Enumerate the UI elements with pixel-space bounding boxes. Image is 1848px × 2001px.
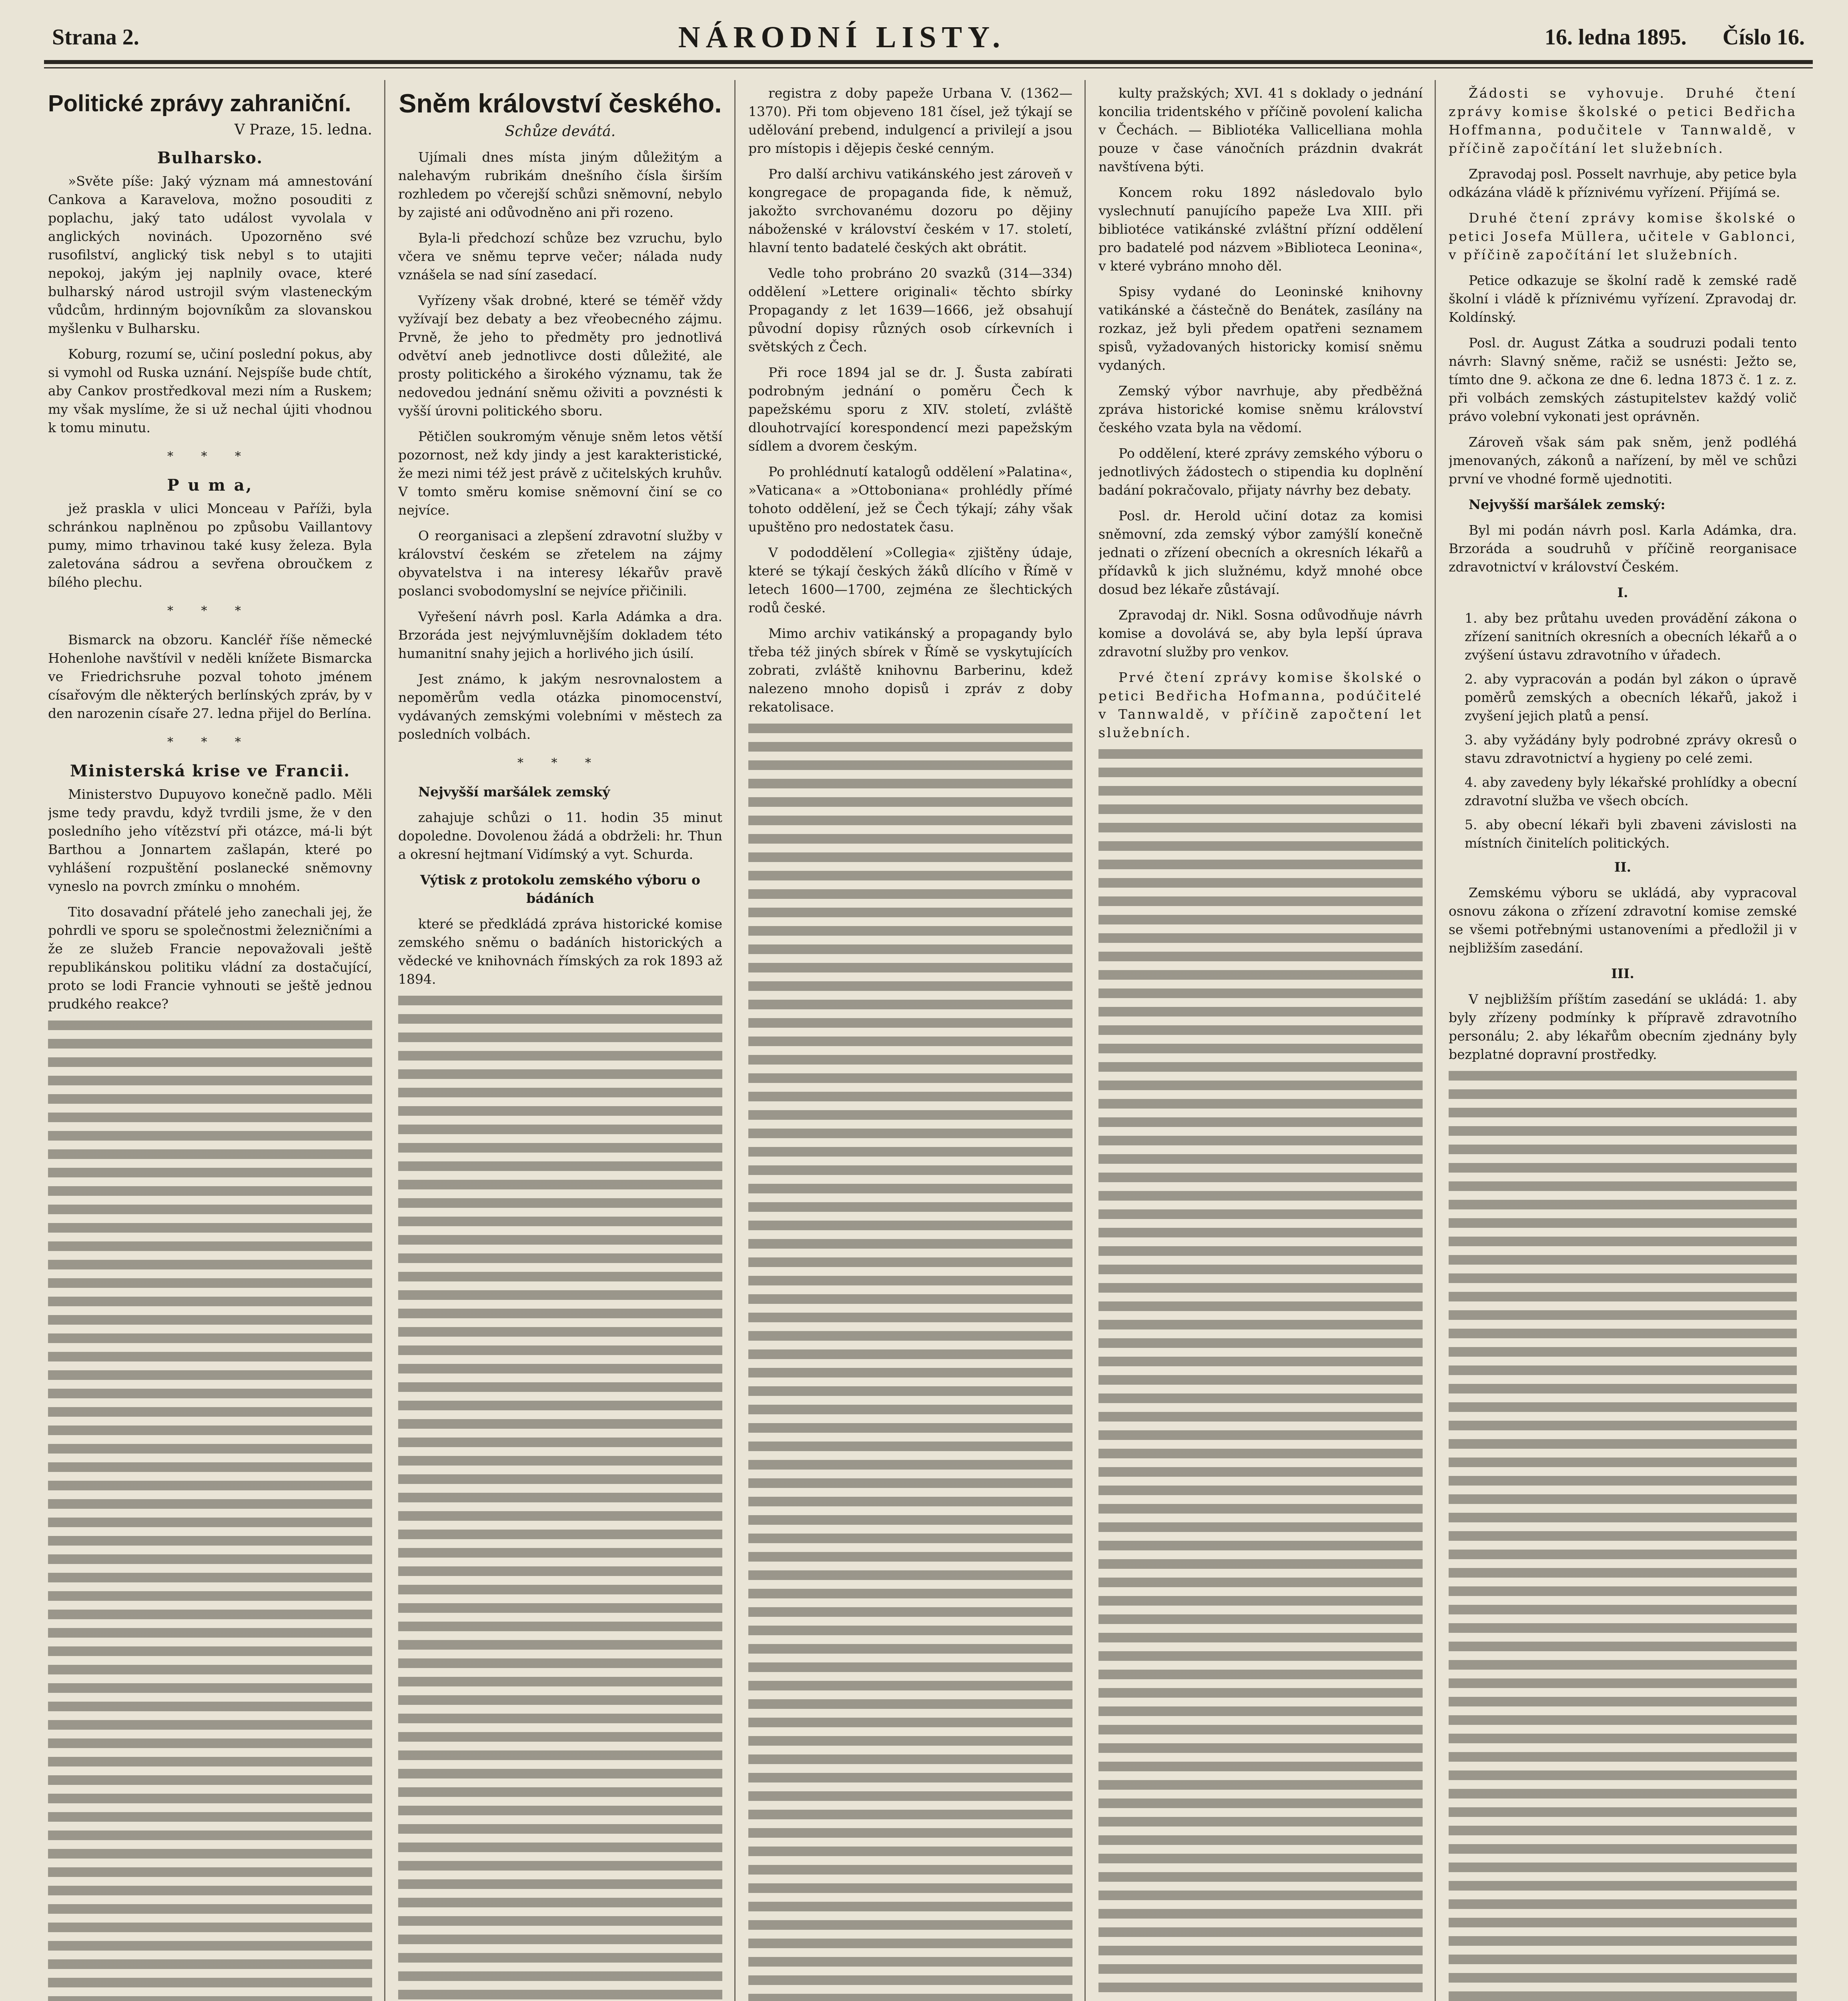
- text-lines: [1098, 749, 1423, 2001]
- paragraph: Po oddělení, které zprávy zemského výboru o jednotlivých žádostech o stipendia ku doplnění badání pokračovalo, přijaty návrhy bez debaty.: [1098, 445, 1423, 498]
- list-item: 3. aby vyžádány byly podrobné zprávy okresů o stavu zdravotnictví a hygieny po celé zemi.: [1465, 732, 1797, 766]
- paragraph: Byla-li předchozí schůze bez vzruchu, bylo včera ve sněmu teprve večer; nálada nudy vznášela se nad síní zasedací.: [398, 230, 722, 283]
- heading-bulharsko: Bulharsko.: [157, 148, 263, 167]
- masthead: [52, 19, 1805, 55]
- issue-number: Číslo 16.: [1722, 25, 1805, 50]
- separator: * * *: [517, 756, 603, 770]
- newspaper-title: NÁRODNÍ LISTY.: [678, 20, 1006, 54]
- list-item: 1. aby bez průtahu uveden provádění zákona o zřízení sanitních okresních a obecních lékařů a o zvýšení ústavu zdravotního v úřadech.: [1465, 610, 1797, 663]
- paragraph: Pětičlen soukromým věnuje sněm letos větší pozornost, než kdy jindy a jest karakteristické, že mezi nimi též jest právě z učitelských kruhův. V tomto směru komise sněmovní činí se co nejvíce.: [398, 429, 722, 518]
- notice-heading: Nejvyšší maršálek zemský:: [1469, 497, 1666, 512]
- paragraph: Vyřešení návrh posl. Karla Adámka a dra. Brzoráda jest nejvýmluvnějším dokladem této humanitní snahy jejich a horlivého jich úsilí.: [398, 609, 722, 661]
- heading-puma: P u m a,: [167, 476, 253, 495]
- paragraph: Mimo archiv vatikánský a propagandy bylo třeba též jiných sbírek v Římě se vyskytujících zobrati, zvláště knihovnu Barberinu, kdež nalezeno mnoho dopisů i zpráv z doby rekatolisace.: [748, 626, 1072, 715]
- paragraph: Jest známo, k jakým nesrovnalostem a nepoměrům vedla otázka pinomocenství, vydávaných zemskými volebními v městech za posledních volbách.: [398, 671, 722, 742]
- paragraph: Tito dosavadní přátelé jeho zanechali jej, že pohrdli ve sporu se společnostmi železničními a že ze služeb Francie nepovažovali ještě republikánskou politiku vládní za dostačující, proto se lodi Francie vyhnouti se ještě jednou prudkého reakce?: [48, 904, 372, 1012]
- paragraph: Druhé čtení zprávy komise školské o petici Josefa Müllera, učitele v Gablonci, v příčině započítání let služebních.: [1449, 210, 1797, 263]
- paragraph: Posl. dr. Herold učiní dotaz za komisi sněmovní, zda zemský výbor zamýšlí konečně jednati o zřízení obecních a okresních lékařů a přídavků k jich služnému, když mnohé obce dosud bez lékaře zůstávají.: [1098, 508, 1423, 597]
- notice-heading: Nejvyšší maršálek zemský: [418, 784, 610, 800]
- paragraph: Při roce 1894 jal se dr. J. Šusta zabírati podrobným jednání o poměru Čech k papežskému sporu z XIV. století, zvláště dlouhotrvající korespondencí mezi papežským sídlem a dvorem českým.: [748, 365, 1072, 454]
- masthead-rule-thin: [44, 67, 1813, 68]
- paragraph: Žádosti se vyhovuje. Druhé čtení zprávy komise školské o petici Bedřicha Hoffmanna, podučitele v Tannwaldě, v příčině započítání let služebních.: [1449, 85, 1797, 156]
- roman-numeral: I.: [1617, 585, 1628, 600]
- text-lines: [48, 1021, 372, 2001]
- paragraph: Spisy vydané do Leoninské knihovny vatikánské a částečně do Benátek, zasílány na rozkaz, jež byli předem opatřeni seznamem spisů, vyžadovaných historicky komisí sněmu vydaných.: [1098, 284, 1423, 373]
- roman-numeral: III.: [1611, 966, 1634, 981]
- column-5: [1449, 84, 1797, 2001]
- separator: * * *: [167, 449, 253, 463]
- paragraph: Zemskému výboru se ukládá, aby vypracoval osnovu zákona o zřízení zdravotní komise zemské se všemi potřebnými ustanoveními a předložil ji v nejbližším zasedání.: [1449, 885, 1797, 956]
- list-item: 5. aby obecní lékaři byli zbaveni závislosti na místních činitelích politických.: [1465, 817, 1797, 851]
- text-lines: [1449, 1071, 1797, 2001]
- separator: * * *: [167, 735, 253, 749]
- paragraph: jež praskla v ulici Monceau v Paříži, byla schránkou naplněnou po způsobu Vaillantovy pumy, mimo trhavinou také kusy železa. Byla zaletována sádrou a sevřena obroučkem z bílého plechu.: [48, 501, 372, 590]
- paragraph: Petice odkazuje se školní radě k zemské radě školní i vládě k příznivému vyřízení. Zpravodaj dr. Koldínský.: [1449, 273, 1797, 325]
- paragraph: »Světe píše: Jaký význam má amnestování Cankova a Karavelova, možno posouditi z poplachu, jaký tato událost vyvolala v anglických novinách. Upozorněno své rusofilství, anglický tisk nebyl s to utajiti nepokoj, jakým jej naplnily ovace, které bulharský národ ustrojil svým vlasteneckým vůdcům, hrdinným bojovníkům za slovanskou myšlenku v Bulharsku.: [48, 173, 372, 336]
- text-lines: [398, 996, 722, 2001]
- paragraph: O reorganisaci a zlepšení zdravotní služby v království českém se zřetelem na zájmy obyvatelstva i na interesy lékařův pravě poslanci svobodomyslní se nejvíce přičinili.: [398, 528, 722, 599]
- roman-numeral: II.: [1614, 859, 1632, 875]
- paragraph: Zároveň však sám pak sněm, jenž podléhá jmenovaných, zákonů a nařízení, by měl ve schůzi první ve vhodné formě ujednotiti.: [1449, 434, 1797, 487]
- masthead-right: [1545, 24, 1805, 50]
- issue-date: 16. ledna 1895.: [1544, 25, 1687, 50]
- paragraph: Byl mi podán návrh posl. Karla Adámka, dra. Brzoráda a soudruhů v příčině reorganisace zdravotnictví v království Českém.: [1449, 522, 1797, 575]
- paragraph: Vedle toho probráno 20 svazků (314—334) oddělení »Lettere originali« těchto sbírky Propagandy z let 1639—1666, jež obsahují původní dopisy různých osob církevních i světských z Čech.: [748, 265, 1072, 355]
- article-title-diet: Sněm království českého.: [399, 88, 722, 118]
- column-4: [1098, 84, 1423, 2001]
- heading-ministerial-crisis: Ministerská krise ve Francii.: [70, 762, 351, 780]
- paragraph: Vyřízeny však drobné, které se téměř vždy vyžívají bez debaty a bez vřeobecného zájmu. Prvně, že jeho to předměty pro jednotlivá odvětví aneb jednotlivce dosti důležité, ale prosty politického a širokého významu, tak že nedovedou jednání sněmu oživiti a povznésti k vyšší úrovni politického sboru.: [398, 293, 722, 419]
- column-divider: [1084, 80, 1086, 2001]
- masthead-rule: [44, 60, 1813, 64]
- paragraph: V nejbližším příštím zasedání se ukládá: 1. aby byly zřízeny podmínky k přípravě zdravotního personálu; 2. aby lékařům obecním zjednány byly bezplatné dopravní prostředky.: [1449, 991, 1797, 1062]
- text-lines: [748, 724, 1072, 2001]
- paragraph: Pro další archivu vatikánského jest zároveň v kongregace de propaganda fide, k němuž, jakožto svrchovanému dozoru po dějiny náboženské v království českém v 17. století, hlavní tento badatelé českých akt obrátit.: [748, 166, 1072, 255]
- separator: * * *: [167, 604, 253, 618]
- list-item: 4. aby zavedeny byly lékařské prohlídky a obecní zdravotní služba ve všech obcích.: [1465, 774, 1797, 808]
- paragraph: kulty pražských; XVI. 41 s doklady o jednání koncilia tridentského v příčině povolení kalicha v Čechách. — Bibliotéka Vallicelliana mohla pouze v čase vánočních prázdnin dvakrát navštívena býti.: [1098, 85, 1423, 174]
- column-divider: [734, 80, 736, 2001]
- paragraph: Koburg, rozumí se, učiní poslední pokus, aby si vymohl od Ruska uznání. Nejspíše bude chtít, aby Cankov prostředkoval mezi ním a Ruskem; my však myslíme, že si už nechal újiti vhodnou k tomu minutu.: [48, 346, 372, 435]
- page-label: Strana 2.: [52, 25, 139, 50]
- paragraph: Prvé čtení zprávy komise školské o petici Bedřicha Hofmanna, podúčitelé v Tannwaldě, v příčině započtení let služebních.: [1098, 670, 1423, 740]
- column-3: [748, 84, 1072, 2001]
- list-item: 2. aby vypracován a podán byl zákon o úpravě poměrů zemských a obecních lékařů, jakož i zvyšení jejich platů a pensí.: [1465, 671, 1797, 724]
- paragraph: Ministerstvo Dupuyovo konečně padlo. Měli jsme tedy pravdu, když tvrdili jsme, že v den posledního jeho vítězství při otázce, má-li být Barthou a Jonnartem zašlapán, které po vyhlášení rozpuštění poslanecké sněmovny vyneslo na povrch zmínku o mnohém.: [48, 786, 372, 894]
- column-2: [398, 84, 722, 2001]
- session-label: Schůze devátá.: [505, 123, 616, 140]
- paragraph: Zemský výbor navrhuje, aby předběžná zpráva historické komise sněmu království českého vzata byla na vědomí.: [1098, 383, 1423, 435]
- column-1: [48, 84, 372, 2001]
- paragraph: Bismarck na obzoru. Kancléř říše německé Hohenlohe navštívil v neděli knížete Bismarcka ve Friedrichsruhe pozval tohoto jménem císařovým dle některých berlínských zpráv, by v den narozenin císaře 27. ledna přijel do Berlína.: [48, 632, 372, 721]
- paragraph: Zpravodaj dr. Nikl. Sosna odůvodňuje návrh komise a dovolává se, aby byla lepší úprava zdravotní služby pro venkov.: [1098, 607, 1423, 660]
- report-heading: Výtisk z protokolu zemského výboru o bádáních: [420, 872, 700, 906]
- column-divider: [384, 80, 385, 2001]
- section-title-foreign-politics: Politické zprávy zahraniční.: [48, 90, 351, 116]
- paragraph: V pododdělení »Collegia« zjištěny údaje, které se týkají českých žáků dlícího v Římě v letech 1600—1700, zejména ze šlechtických rodů české.: [748, 545, 1072, 616]
- paragraph: Ujímali dnes místa jiným důležitým a nalehavým rubrikám dnešního čísla širším rozhledem po včerejší schůzi sněmovní, nebylo by zajisté ani odůvodněno ani při rozeno.: [398, 149, 722, 220]
- paragraph: které se předkládá zpráva historické komise zemského sněmu o badáních historických a vědecké ve knihovnách římských za rok 1893 až 1894.: [398, 916, 722, 987]
- paragraph: zahajuje schůzi o 11. hodin 35 minut dopoledne. Dovolenou žádá a obdrželi: hr. Thun a okresní hejtmaní Vidímský a vyt. Schurda.: [398, 810, 722, 862]
- paragraph: Koncem roku 1892 následovalo bylo vyslechnutí panujícího papeže Lva XIII. při bibliotéce vatikánské zvláštní přízní oddělení pro badatelé pod názvem »Biblioteca Leonina«, v které vybráno mnoho děl.: [1098, 184, 1423, 274]
- paragraph: Po prohlédnutí katalogů oddělení »Palatina«, »Vaticana« a »Ottoboniana« prohlédly přímé tohoto oddělení, jež se Čech týkají; záhy však upuštěno pro nedostatek času.: [748, 464, 1072, 535]
- dateline: V Praze, 15. ledna.: [234, 122, 372, 138]
- paragraph: registra z doby papeže Urbana V. (1362—1370). Při tom objeveno 181 čísel, jež týkají se udělování prebend, indulgencí a privilejí a jsou pro místopis i dějepis české cenným.: [748, 85, 1072, 156]
- paragraph: Posl. dr. August Zátka a soudruzi podali tento návrh: Slavný sněme, račiž se usnésti: Ježto se, tímto dne 9. ačkona ze dne 6. ledna 1873 č. 1 z. z. při volbách zemských zástupitelstev každý volič právo volební vykonati jest oprávněn.: [1449, 335, 1797, 424]
- column-divider: [1435, 80, 1436, 2001]
- paragraph: Zpravodaj posl. Posselt navrhuje, aby petice byla odkázána vládě k příznivému vyřízení. Přijímá se.: [1449, 166, 1797, 200]
